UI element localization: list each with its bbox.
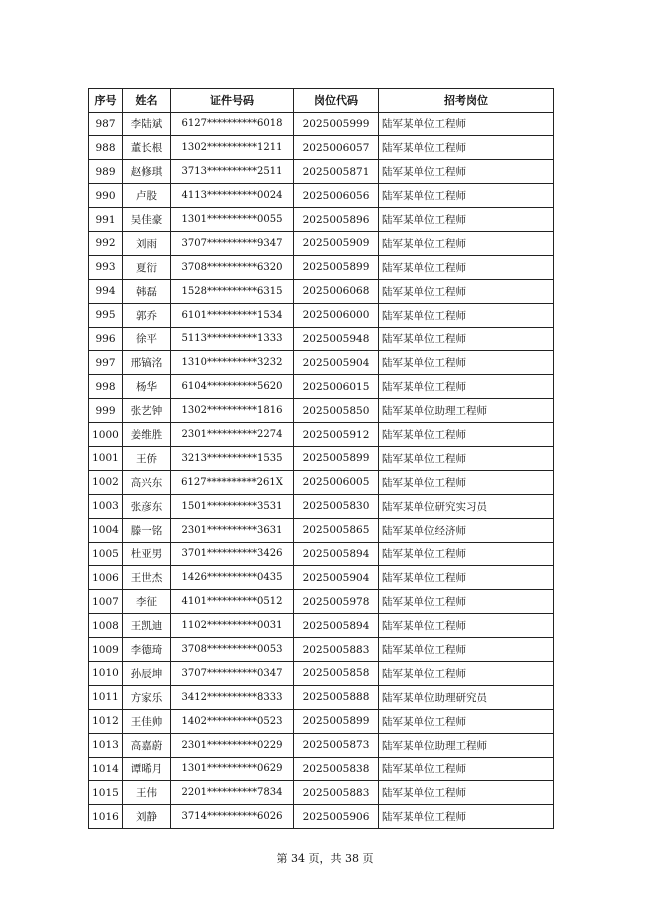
cell-post-code: 2025005912	[294, 423, 379, 447]
roster-table	[88, 88, 554, 829]
cell-name: 邢镐洺	[123, 351, 171, 375]
cell-id-number: 6104**********5620	[171, 375, 294, 399]
cell-post: 陆军某单位助理工程师	[379, 733, 554, 757]
cell-name: 杜亚男	[123, 542, 171, 566]
cell-index: 1008	[89, 614, 123, 638]
cell-index: 1002	[89, 470, 123, 494]
cell-id-number: 1302**********1816	[171, 399, 294, 423]
cell-index: 1016	[89, 805, 123, 829]
table-row	[89, 470, 554, 494]
table-row	[89, 208, 554, 232]
cell-post-code: 2025005873	[294, 733, 379, 757]
cell-post: 陆军某单位工程师	[379, 231, 554, 255]
cell-id-number: 6101**********1534	[171, 303, 294, 327]
cell-post-code: 2025005838	[294, 757, 379, 781]
cell-name: 刘静	[123, 805, 171, 829]
cell-id-number: 4113**********0024	[171, 184, 294, 208]
table-row	[89, 303, 554, 327]
page-footer: 第 34 页，共 38 页	[276, 852, 374, 865]
table-row	[89, 733, 554, 757]
cell-id-number: 3701**********3426	[171, 542, 294, 566]
cell-post-code: 2025006000	[294, 303, 379, 327]
cell-id-number: 3713**********2511	[171, 160, 294, 184]
table-row	[89, 590, 554, 614]
table-row	[89, 399, 554, 423]
table-row	[89, 184, 554, 208]
cell-post: 陆军某单位助理研究员	[379, 685, 554, 709]
cell-post-code: 2025005904	[294, 351, 379, 375]
cell-name: 杨华	[123, 375, 171, 399]
cell-post: 陆军某单位工程师	[379, 757, 554, 781]
cell-index: 1003	[89, 494, 123, 518]
cell-post: 陆军某单位工程师	[379, 781, 554, 805]
cell-post-code: 2025005899	[294, 446, 379, 470]
cell-index: 995	[89, 303, 123, 327]
cell-index: 992	[89, 231, 123, 255]
cell-name: 张艺钟	[123, 399, 171, 423]
cell-name: 刘雨	[123, 231, 171, 255]
cell-name: 卢股	[123, 184, 171, 208]
cell-index: 1012	[89, 709, 123, 733]
cell-post: 陆军某单位工程师	[379, 160, 554, 184]
cell-index: 1009	[89, 638, 123, 662]
cell-id-number: 1310**********3232	[171, 351, 294, 375]
cell-post: 陆军某单位经济师	[379, 518, 554, 542]
cell-post-code: 2025005978	[294, 590, 379, 614]
cell-index: 996	[89, 327, 123, 351]
cell-post: 陆军某单位工程师	[379, 303, 554, 327]
table-row	[89, 112, 554, 136]
cell-name: 郭乔	[123, 303, 171, 327]
cell-name: 李陆斌	[123, 112, 171, 136]
cell-id-number: 2201**********7834	[171, 781, 294, 805]
cell-id-number: 1302**********1211	[171, 136, 294, 160]
cell-name: 孙辰坤	[123, 661, 171, 685]
cell-post: 陆军某单位工程师	[379, 423, 554, 447]
cell-post-code: 2025005850	[294, 399, 379, 423]
cell-name: 赵修琪	[123, 160, 171, 184]
cell-post: 陆军某单位助理工程师	[379, 399, 554, 423]
cell-index: 1011	[89, 685, 123, 709]
table-row	[89, 614, 554, 638]
cell-name: 李德琦	[123, 638, 171, 662]
cell-post-code: 2025005904	[294, 566, 379, 590]
cell-post-code: 2025005894	[294, 614, 379, 638]
cell-post-code: 2025006015	[294, 375, 379, 399]
cell-index: 1005	[89, 542, 123, 566]
cell-name: 王凯迪	[123, 614, 171, 638]
cell-post: 陆军某单位工程师	[379, 208, 554, 232]
cell-index: 1014	[89, 757, 123, 781]
cell-id-number: 1501**********3531	[171, 494, 294, 518]
cell-id-number: 4101**********0512	[171, 590, 294, 614]
table-row	[89, 494, 554, 518]
cell-post-code: 2025006005	[294, 470, 379, 494]
cell-post: 陆军某单位工程师	[379, 351, 554, 375]
cell-id-number: 3707**********9347	[171, 231, 294, 255]
cell-post-code: 2025005883	[294, 638, 379, 662]
table-row	[89, 327, 554, 351]
cell-id-number: 3708**********6320	[171, 255, 294, 279]
cell-post: 陆军某单位工程师	[379, 709, 554, 733]
cell-id-number: 3708**********0053	[171, 638, 294, 662]
cell-post: 陆军某单位工程师	[379, 184, 554, 208]
table-row	[89, 757, 554, 781]
header-id-number: 证件号码	[171, 89, 294, 113]
cell-index: 997	[89, 351, 123, 375]
cell-index: 994	[89, 279, 123, 303]
cell-post: 陆军某单位工程师	[379, 375, 554, 399]
cell-index: 1000	[89, 423, 123, 447]
cell-post-code: 2025005999	[294, 112, 379, 136]
cell-post: 陆军某单位工程师	[379, 614, 554, 638]
cell-post-code: 2025005858	[294, 661, 379, 685]
cell-index: 991	[89, 208, 123, 232]
table-row	[89, 255, 554, 279]
cell-post: 陆军某单位工程师	[379, 638, 554, 662]
table-row	[89, 423, 554, 447]
table-row	[89, 136, 554, 160]
cell-name: 谭晞月	[123, 757, 171, 781]
cell-name: 夏衍	[123, 255, 171, 279]
cell-name: 张彦东	[123, 494, 171, 518]
cell-post: 陆军某单位工程师	[379, 805, 554, 829]
cell-post: 陆军某单位工程师	[379, 661, 554, 685]
table-row	[89, 351, 554, 375]
cell-name: 王世杰	[123, 566, 171, 590]
table-row	[89, 160, 554, 184]
header-index: 序号	[89, 89, 123, 113]
cell-index: 1013	[89, 733, 123, 757]
cell-post-code: 2025005871	[294, 160, 379, 184]
cell-name: 董长根	[123, 136, 171, 160]
cell-id-number: 2301**********3631	[171, 518, 294, 542]
cell-post: 陆军某单位工程师	[379, 255, 554, 279]
cell-id-number: 3707**********0347	[171, 661, 294, 685]
cell-post-code: 2025005830	[294, 494, 379, 518]
cell-id-number: 6127**********6018	[171, 112, 294, 136]
cell-post-code: 2025005899	[294, 709, 379, 733]
table-row	[89, 638, 554, 662]
cell-id-number: 1301**********0629	[171, 757, 294, 781]
cell-index: 1001	[89, 446, 123, 470]
cell-post-code: 2025006057	[294, 136, 379, 160]
table-row	[89, 279, 554, 303]
table-row	[89, 518, 554, 542]
cell-name: 滕一铭	[123, 518, 171, 542]
table-row	[89, 566, 554, 590]
cell-name: 方家乐	[123, 685, 171, 709]
cell-post-code: 2025005883	[294, 781, 379, 805]
cell-id-number: 2301**********2274	[171, 423, 294, 447]
cell-name: 徐平	[123, 327, 171, 351]
cell-name: 王侨	[123, 446, 171, 470]
cell-id-number: 3714**********6026	[171, 805, 294, 829]
cell-post: 陆军某单位工程师	[379, 446, 554, 470]
table-row	[89, 231, 554, 255]
cell-name: 高兴东	[123, 470, 171, 494]
cell-index: 1004	[89, 518, 123, 542]
cell-post: 陆军某单位工程师	[379, 327, 554, 351]
cell-id-number: 1528**********6315	[171, 279, 294, 303]
table-row	[89, 542, 554, 566]
cell-name: 韩磊	[123, 279, 171, 303]
cell-id-number: 1102**********0031	[171, 614, 294, 638]
header-post: 招考岗位	[379, 89, 554, 113]
cell-post: 陆军某单位研究实习员	[379, 494, 554, 518]
cell-id-number: 3213**********1535	[171, 446, 294, 470]
cell-post-code: 2025005865	[294, 518, 379, 542]
cell-index: 993	[89, 255, 123, 279]
cell-post-code: 2025005896	[294, 208, 379, 232]
cell-post: 陆军某单位工程师	[379, 470, 554, 494]
table-row	[89, 709, 554, 733]
cell-post: 陆军某单位工程师	[379, 279, 554, 303]
cell-post-code: 2025005894	[294, 542, 379, 566]
cell-post-code: 2025005906	[294, 805, 379, 829]
table-row	[89, 375, 554, 399]
cell-name: 高嘉蔚	[123, 733, 171, 757]
cell-index: 990	[89, 184, 123, 208]
cell-name: 吴佳豪	[123, 208, 171, 232]
cell-id-number: 1301**********0055	[171, 208, 294, 232]
cell-name: 李征	[123, 590, 171, 614]
cell-post-code: 2025006068	[294, 279, 379, 303]
cell-name: 王佳帅	[123, 709, 171, 733]
cell-name: 姜维胜	[123, 423, 171, 447]
cell-index: 1006	[89, 566, 123, 590]
cell-index: 998	[89, 375, 123, 399]
table-row	[89, 781, 554, 805]
cell-post-code: 2025006056	[294, 184, 379, 208]
cell-index: 988	[89, 136, 123, 160]
table-header-row	[89, 89, 554, 113]
cell-index: 987	[89, 112, 123, 136]
cell-post-code: 2025005899	[294, 255, 379, 279]
cell-index: 989	[89, 160, 123, 184]
cell-index: 1010	[89, 661, 123, 685]
cell-id-number: 2301**********0229	[171, 733, 294, 757]
cell-id-number: 5113**********1333	[171, 327, 294, 351]
cell-id-number: 6127**********261X	[171, 470, 294, 494]
cell-post: 陆军某单位工程师	[379, 136, 554, 160]
cell-index: 1007	[89, 590, 123, 614]
cell-post-code: 2025005948	[294, 327, 379, 351]
cell-id-number: 1426**********0435	[171, 566, 294, 590]
cell-post-code: 2025005888	[294, 685, 379, 709]
cell-id-number: 3412**********8333	[171, 685, 294, 709]
table-row	[89, 446, 554, 470]
cell-post: 陆军某单位工程师	[379, 112, 554, 136]
cell-post: 陆军某单位工程师	[379, 590, 554, 614]
table-row	[89, 805, 554, 829]
cell-name: 王伟	[123, 781, 171, 805]
cell-index: 1015	[89, 781, 123, 805]
header-name: 姓名	[123, 89, 171, 113]
table-row	[89, 685, 554, 709]
cell-post-code: 2025005909	[294, 231, 379, 255]
table-row	[89, 661, 554, 685]
cell-post: 陆军某单位工程师	[379, 566, 554, 590]
cell-post: 陆军某单位工程师	[379, 542, 554, 566]
header-post-code: 岗位代码	[294, 89, 379, 113]
cell-index: 999	[89, 399, 123, 423]
cell-id-number: 1402**********0523	[171, 709, 294, 733]
